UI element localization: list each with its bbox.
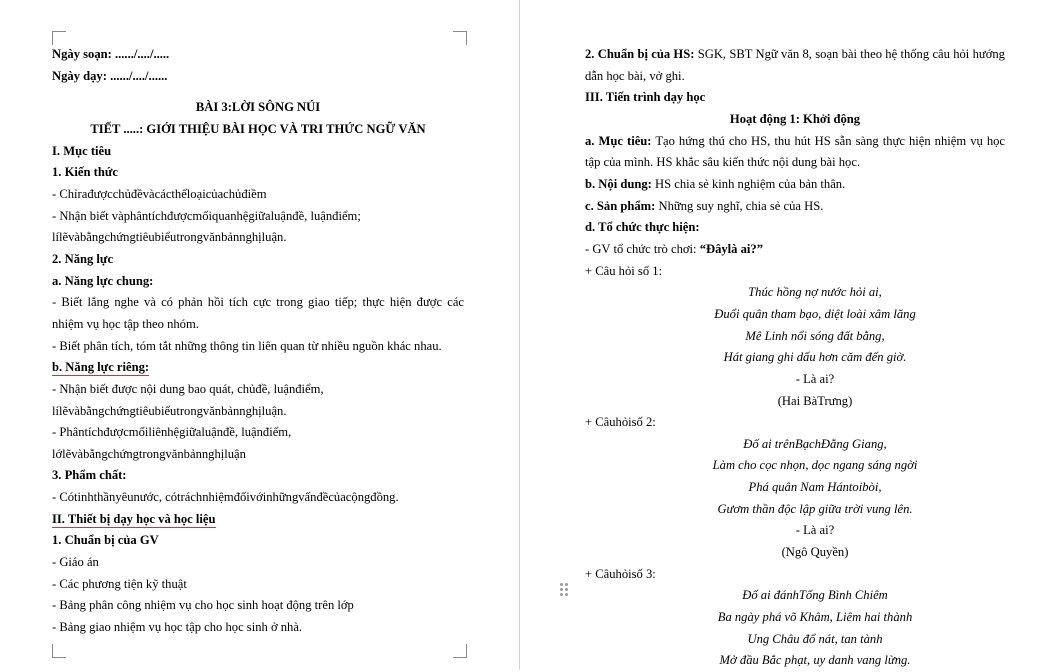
- para-chuan-bi-hs: [585, 44, 1009, 87]
- poem-3-line-2: Ba ngày phá võ Khâm, Liêm hai thành: [717, 610, 913, 625]
- text-noi-dung: HS chia sẻ kinh nghiệm của bản thân.: [651, 176, 846, 191]
- text-chuan-bi-hs: SGK, SBT Ngữ văn 8, soạn bài theo hệ thống câu hỏi hướng dẫn học bài, vở ghi.: [585, 47, 1009, 83]
- heading-pham-chat: 3. Phẩm chất:: [52, 468, 127, 483]
- heading-thiet-bi-text: II. Thiết bị dạy học và học liệu: [52, 511, 216, 526]
- para-nang-luc-chung-1: - Biết lắng nghe và có phản hồi tích cực trong giao tiếp; thực hiện được các nhiệm vụ học tập theo nhóm.: [52, 295, 468, 331]
- label-muc-tieu: a. Mục tiêu:: [585, 133, 652, 148]
- heading-nang-luc-rieng: [52, 357, 464, 379]
- para-tro-choi: [585, 239, 1005, 261]
- date-day-line: Ngày dạy: ....../..../......: [52, 68, 168, 83]
- poem-2-line-2: Làm cho cọc nhọn, dọc ngang sáng ngời: [712, 458, 918, 473]
- heading-tien-trinh: III. Tiến trình dạy học: [585, 90, 706, 105]
- para-san-pham: [585, 196, 1005, 218]
- para-gv-1: - Giáo án: [52, 555, 99, 570]
- para-pham-chat-1: - Cótinhthầnyêunước, cótráchnhiệmđốivớinhữngvấnđềcủacộngđồng.: [52, 490, 399, 505]
- poem-2-line-4: Gươm thần độc lập giữa trời vung lên.: [717, 501, 913, 516]
- label-noi-dung: b. Nội dung:: [585, 176, 652, 191]
- right-page-content: [585, 44, 1009, 672]
- poem-2-line-3: Phá quân Nam Hántoibòi,: [748, 480, 882, 495]
- poem-2-answer: (Ngô Quyền): [781, 545, 849, 560]
- poem-2: [625, 434, 1005, 564]
- poem-2-line-1: Đố ai trênBạchĐằng Giang,: [743, 436, 887, 451]
- para-nang-luc-chung-2: - Biết phân tích, tóm tắt những thông tin liên quan từ nhiều nguồn khác nhau.: [52, 338, 442, 353]
- label-question-3: + Câuhỏisố 3:: [585, 566, 656, 581]
- date-soan-line: Ngày soạn: ....../..../.....: [52, 47, 170, 61]
- crop-mark-top-left: [52, 31, 66, 45]
- page-left: [0, 0, 519, 670]
- poem-1-question: - Là ai?: [795, 371, 835, 386]
- crop-mark-top-right: [453, 31, 467, 45]
- poem-1-line-4: Hát giang ghi dấu hơn căm đến giờ.: [723, 350, 907, 365]
- page-separator: [519, 0, 534, 670]
- left-page-content: [52, 44, 468, 639]
- heading-to-chuc: d. Tổ chức thực hiện:: [585, 220, 700, 235]
- heading-muc-tieu: I. Mục tiêu: [52, 143, 112, 158]
- poem-1-answer: (Hai BàTrưng): [777, 393, 853, 408]
- heading-thiet-bi: [52, 509, 464, 531]
- poem-2-question: - Là ai?: [795, 523, 835, 538]
- para-kien-thuc-1: - Chỉrađượcchủđềvàcácthểloạicủachủđiềm: [52, 186, 267, 201]
- para-nang-luc-rieng-3: - Phântíchđượcmốiliênhệgiữaluậnđề, luậnđiểm,: [52, 425, 292, 440]
- drag-handle-icon[interactable]: [560, 583, 569, 597]
- text-san-pham: Những suy nghĩ, chia sẻ của HS.: [655, 198, 824, 213]
- poem-1-line-2: Đuổi quân tham bạo, diệt loài xâm lăng: [714, 306, 916, 321]
- poem-1-line-1: Thúc hồng nợ nước hỏi ai,: [748, 285, 882, 300]
- heading-nang-luc-chung: a. Năng lực chung:: [52, 273, 154, 288]
- text-tro-choi-name: “Đâylà ai?”: [699, 241, 764, 256]
- para-nang-luc-rieng-2: lílẽvàbằngchứngtiêubiểutrongvănbảnnghịluận.: [52, 403, 287, 418]
- crop-mark-bottom-right: [453, 644, 467, 658]
- para-nang-luc-rieng-4: lớlẽvàbằngchứngtrongvănbảnnghịluận: [52, 446, 246, 461]
- text-tro-choi-lead: - GV tổ chức trò chơi:: [585, 241, 700, 256]
- poem-3-line-4: Mở đầu Bắc phạt, uy danh vang lừng.: [719, 653, 911, 668]
- label-chuan-bi-hs: 2. Chuẩn bị của HS:: [585, 47, 695, 61]
- poem-3: [625, 585, 1005, 672]
- doc-title-line-1: BÀI 3:LỜI SÔNG NÚI: [195, 100, 321, 115]
- para-kien-thuc-3: lílẽvàbằngchứngtiêubiểutrongvănbảnnghịluận.: [52, 230, 287, 245]
- text-muc-tieu: Tạo hứng thú cho HS, thu hút HS sẵn sàng thực hiện nhiệm vụ học tập của mình. HS khắc sâu kiến thức nội dung bài học.: [585, 133, 1009, 170]
- para-nang-luc-rieng-1: - Nhận biết được nội dung bao quát, chủđề, luậnđiểm,: [52, 381, 324, 396]
- para-gv-2: - Các phương tiện kỹ thuật: [52, 576, 187, 591]
- poem-1: [625, 282, 1005, 412]
- label-question-2: + Câuhỏisố 2:: [585, 415, 656, 430]
- para-kien-thuc-2: - Nhận biết vàphântíchđượcmốiquanhệgiữaluậnđề, luậnđiểm;: [52, 208, 361, 223]
- page-right: [533, 0, 1054, 670]
- heading-chuan-bi-gv: 1. Chuẩn bị của GV: [52, 533, 159, 548]
- poem-1-line-3: Mê Linh nổi sóng đất bằng,: [745, 328, 885, 343]
- poem-3-line-1: Đố ai đánhTống Bình Chiêm: [742, 588, 888, 603]
- para-muc-tieu: [585, 131, 1009, 174]
- para-gv-4: - Bảng giao nhiệm vụ học tập cho học sinh ở nhà.: [52, 620, 303, 635]
- poem-3-line-3: Ung Châu đổ nát, tan tành: [747, 631, 883, 646]
- heading-nang-luc: 2. Năng lực: [52, 251, 114, 266]
- para-gv-3: - Bảng phân công nhiệm vụ cho học sinh hoạt động trên lớp: [52, 598, 354, 613]
- heading-kien-thuc: 1. Kiến thức: [52, 165, 118, 180]
- heading-hoat-dong-1: Hoạt động 1: Khởi động: [729, 111, 861, 126]
- crop-mark-bottom-left: [52, 644, 66, 658]
- label-san-pham: c. Sản phẩm:: [585, 198, 656, 213]
- heading-nang-luc-rieng-text: b. Năng lực riêng:: [52, 360, 150, 375]
- label-question-1: + Câu hỏi số 1:: [585, 263, 663, 278]
- doc-title-line-2: TIẾT .....: GIỚI THIỆU BÀI HỌC VÀ TRI THỨC NGỮ VĂN: [90, 121, 426, 136]
- para-noi-dung: [585, 174, 1005, 196]
